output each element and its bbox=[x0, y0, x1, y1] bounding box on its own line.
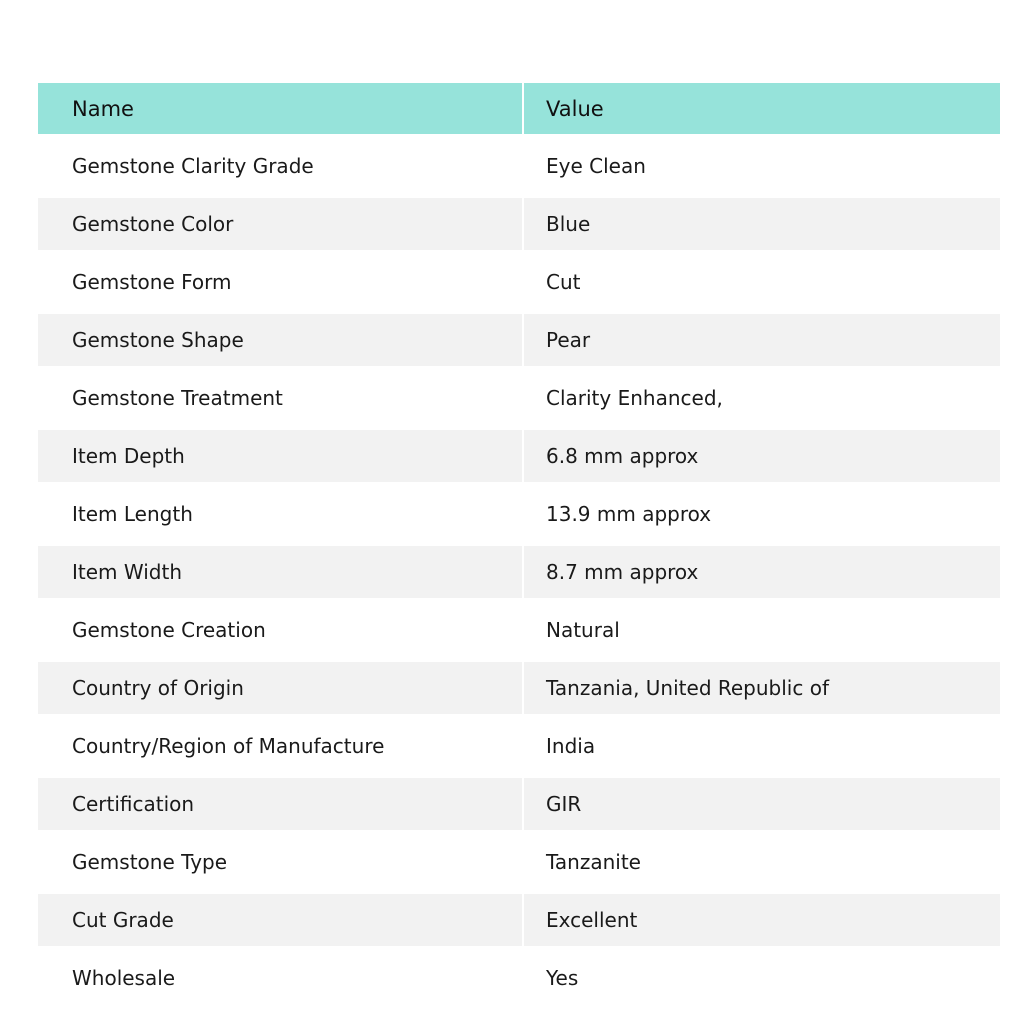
column-header-name: Name bbox=[38, 83, 523, 134]
table-row bbox=[38, 314, 1000, 366]
item-specifics-table bbox=[38, 83, 1000, 1010]
table-body bbox=[38, 134, 1000, 1010]
row-name-cell: Gemstone Creation bbox=[72, 618, 266, 642]
row-value-cell: Cut bbox=[523, 250, 1000, 314]
row-name-cell: Gemstone Type bbox=[72, 850, 228, 874]
table-row bbox=[38, 662, 1000, 714]
row-name-cell: Cut Grade bbox=[38, 894, 523, 946]
row-name-cell: Item Width bbox=[38, 546, 523, 598]
row-value-cell: Excellent bbox=[523, 894, 1000, 946]
table-row bbox=[38, 134, 1000, 198]
table-row bbox=[38, 482, 1000, 546]
table-row bbox=[38, 430, 1000, 482]
row-value-cell: Tanzania, United Republic of bbox=[523, 662, 1000, 714]
table-row bbox=[38, 946, 1000, 1010]
row-value-cell: GIR bbox=[523, 778, 1000, 830]
table-row bbox=[38, 198, 1000, 250]
row-name-cell: Gemstone Form bbox=[72, 270, 232, 294]
table-row bbox=[38, 250, 1000, 314]
table-row bbox=[38, 714, 1000, 778]
row-name-cell: Item Length bbox=[72, 502, 193, 526]
row-name-cell: Wholesale bbox=[72, 966, 176, 990]
table-row bbox=[38, 830, 1000, 894]
table-row bbox=[38, 366, 1000, 430]
row-value-cell: Pear bbox=[523, 314, 1000, 366]
row-name-cell: Gemstone Color bbox=[38, 198, 523, 250]
row-value-cell: Clarity Enhanced, bbox=[523, 366, 1000, 430]
row-value-cell: Yes bbox=[523, 946, 1000, 1010]
row-name-cell: Gemstone Clarity Grade bbox=[72, 154, 314, 178]
table-header bbox=[38, 83, 1000, 134]
row-value-cell: Blue bbox=[523, 198, 1000, 250]
table-row bbox=[38, 894, 1000, 946]
row-value-cell: 13.9 mm approx bbox=[523, 482, 1000, 546]
table-row bbox=[38, 778, 1000, 830]
table-row bbox=[38, 598, 1000, 662]
row-name-cell: Item Depth bbox=[38, 430, 523, 482]
row-value-cell: Natural bbox=[523, 598, 1000, 662]
row-value-cell: Eye Clean bbox=[523, 134, 1000, 198]
header-row bbox=[38, 83, 1000, 134]
column-header-value: Value bbox=[523, 83, 1000, 134]
row-value-cell: 8.7 mm approx bbox=[523, 546, 1000, 598]
table-row bbox=[38, 546, 1000, 598]
row-value-cell: India bbox=[523, 714, 1000, 778]
row-value-cell: Tanzanite bbox=[523, 830, 1000, 894]
row-name-cell: Gemstone Treatment bbox=[72, 386, 283, 410]
row-name-cell: Country/Region of Manufacture bbox=[72, 734, 385, 758]
row-value-cell: 6.8 mm approx bbox=[523, 430, 1000, 482]
row-name-cell: Gemstone Shape bbox=[38, 314, 523, 366]
row-name-cell: Country of Origin bbox=[38, 662, 523, 714]
row-name-cell: Certification bbox=[38, 778, 523, 830]
